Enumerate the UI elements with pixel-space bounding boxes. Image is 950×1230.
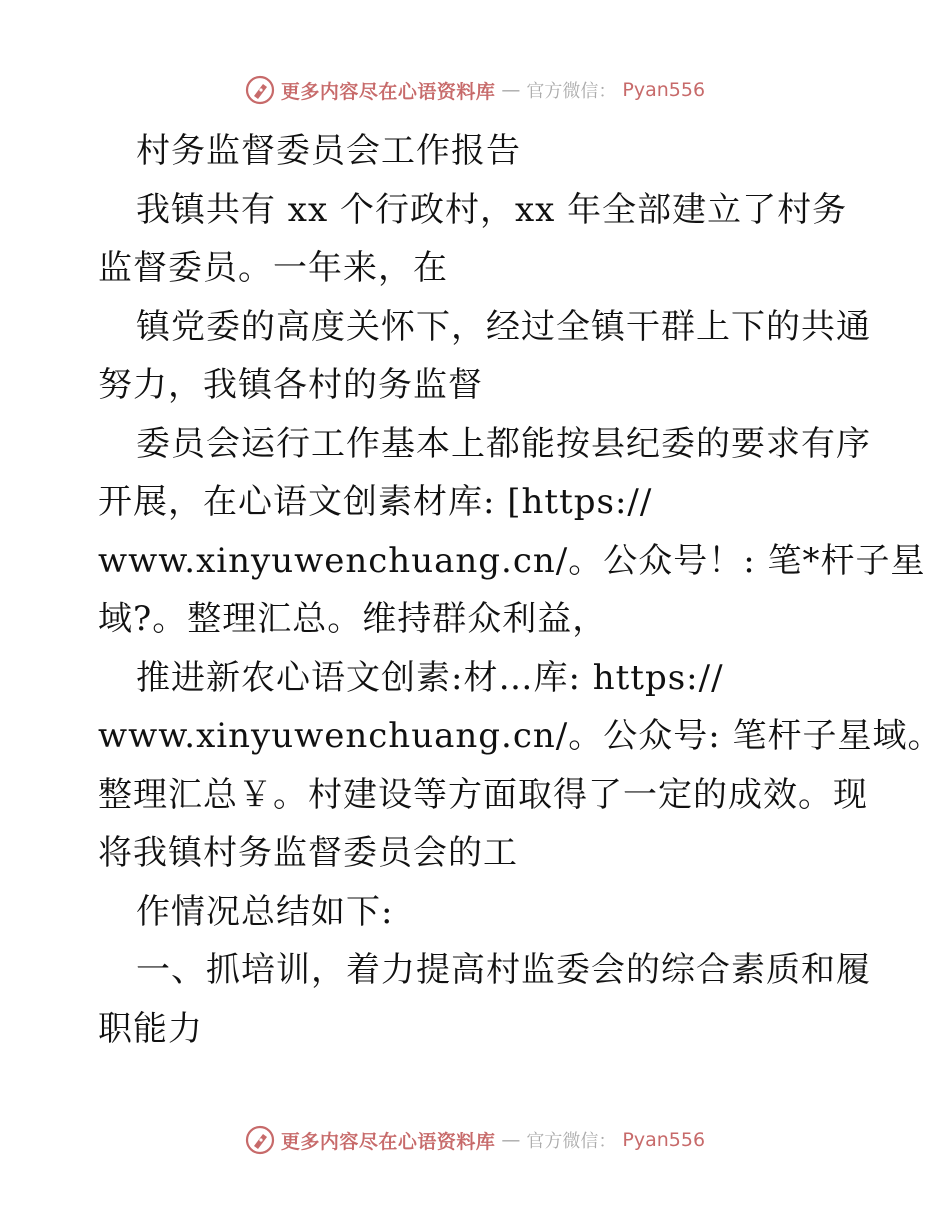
watermark-wechat-id: Pyan556: [622, 1129, 706, 1151]
paragraph-line: 镇党委的高度关怀下，经过全镇干群上下的共通: [136, 306, 871, 347]
pen-nib-logo-icon: [245, 1125, 275, 1155]
paragraph-line: 域?。整理汇总。维持群众利益，: [98, 599, 608, 639]
paragraph-line: www.xinyuwenchuang.cn/。公众号！: 笔*杆子星: [98, 540, 926, 581]
pen-nib-logo-icon: [245, 75, 275, 105]
paragraph-line: 委员会运行工作基本上都能按县纪委的要求有序: [136, 423, 871, 464]
paragraph-line: 推进新农心语文创素:材…库: https://: [136, 657, 724, 698]
watermark-text: 更多内容尽在心语资料库: [280, 1130, 496, 1153]
watermark-dash: —: [501, 1129, 521, 1151]
paragraph-line: 我镇共有 xx 个行政村，xx 年全部建立了村务: [136, 189, 848, 230]
watermark-wechat-label: 官方微信：: [526, 1131, 617, 1152]
paragraph-line: www.xinyuwenchuang.cn/。公众号: 笔杆子星域。: [98, 716, 943, 756]
document-title: 村务监督委员会工作报告: [136, 131, 521, 171]
watermark-wechat-label: 官方微信：: [526, 81, 617, 102]
footer-watermark: [0, 1122, 950, 1158]
paragraph-line: 将我镇村务监督委员会的工: [98, 833, 518, 873]
header-watermark: [0, 72, 950, 108]
paragraph-line: 监督委员。一年来，在: [98, 248, 448, 288]
watermark-dash: —: [501, 79, 521, 101]
section-heading-continued: 职能力: [98, 1008, 203, 1049]
document-body: [98, 122, 943, 1058]
paragraph-line: 作情况总结如下:: [136, 891, 394, 932]
section-heading: 一、抓培训，着力提高村监委会的综合素质和履: [136, 950, 871, 990]
paragraph-line: 努力，我镇各村的务监督: [98, 365, 483, 405]
watermark-text: 更多内容尽在心语资料库: [280, 80, 496, 103]
paragraph-line: 开展，在心语文创素材库: [https://: [98, 482, 653, 522]
watermark-wechat-id: Pyan556: [622, 79, 706, 101]
paragraph-line: 整理汇总￥。村建设等方面取得了一定的成效。现: [98, 774, 868, 815]
